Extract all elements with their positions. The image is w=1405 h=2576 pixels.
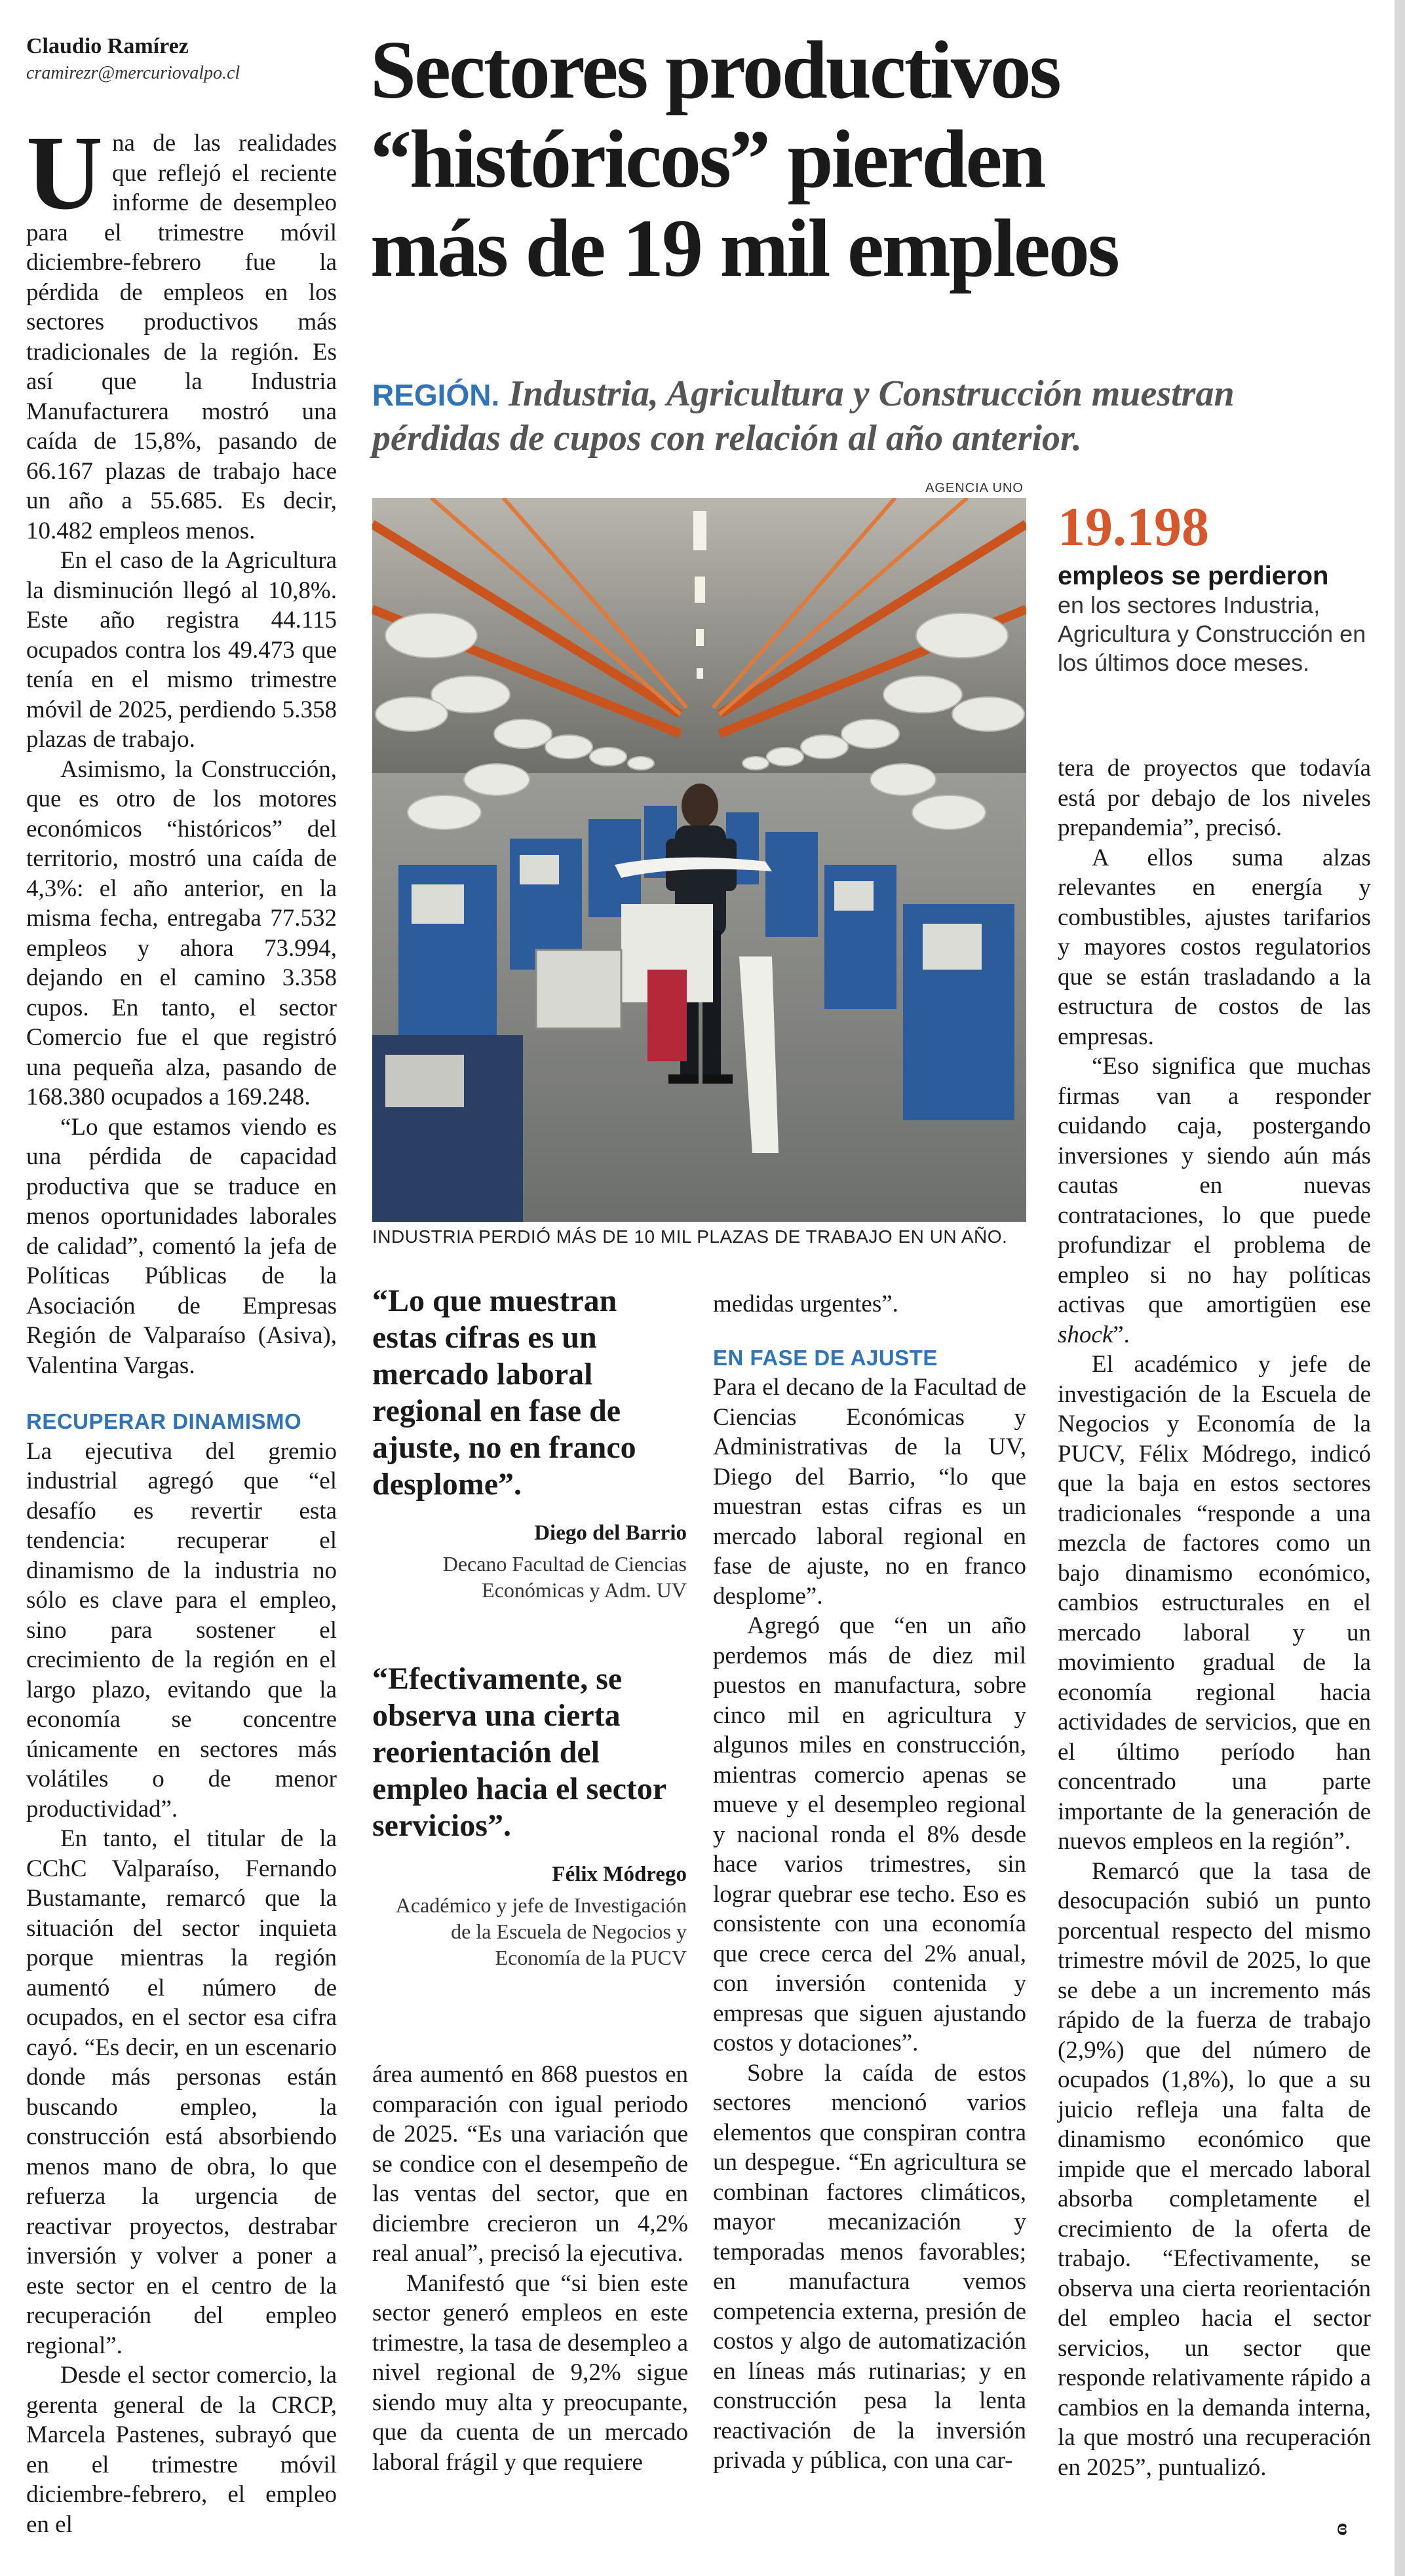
pull-quote-1 xyxy=(372,1283,687,1603)
article-column-3 xyxy=(713,1289,1026,2476)
pull-quote-2 xyxy=(372,1661,687,1971)
col3-paragraph-1: Para el decano de la Facultad de Ciencias Económicas y Administrativas de la UV, Diego del Barrio, “lo que muestran estas cifras es un mercado laboral regional en fase de ajuste, no en franco desplome”. xyxy=(713,1374,1026,1610)
headline-line-2: “históricos” pierden xyxy=(370,114,1045,205)
byline xyxy=(26,34,334,84)
col2-paragraph-1: área aumentó en 868 puestos en comparación con igual periodo de 2025. “Es una variación que se condice con el desempeño de las ventas del sector, que en diciembre crecieron un 4,2% real anual”, precisó la ejecutiva. xyxy=(372,2061,688,2267)
col3-paragraph-2: Agregó que “en un año perdemos más de diez mil puestos en manufactura, sobre cinco mil en agricultura y algunos miles en construcción, mientras comercio apenas se mueve y el desempleo regional y nacional ronda el 8% desde hace varios trimestres, sin lograr quebrar ese techo. Eso es consistente con una economía que crece cerca del 2% anual, con inversión contenida y empresas que siguen ajustando costos y dotaciones”. xyxy=(713,1612,1026,2056)
factory-illustration xyxy=(372,498,1026,1222)
lead-text: Industria, Agricultura y Construcción muestran pérdidas de cupos con relación al año anterior. xyxy=(372,373,1235,459)
factory-photo xyxy=(372,498,1026,1222)
headline-line-1: Sectores productivos xyxy=(370,25,1060,116)
col3-paragraph-0: medidas urgentes”. xyxy=(713,1291,898,1317)
col1-paragraph-1: na de las realidades que reflejó el reciente informe de desempleo para el trimestre móvil diciembre-febrero fue la pérdida de empleos en los sectores productivos más tradicionales de la región. Es así que la Industria Manufacturera mostró una caída de 15,8%, pasando de 66.167 plazas de trabajo hace un año a 55.685. Es decir, 10.482 empleos menos. xyxy=(26,130,337,544)
col1-paragraph-6: En tanto, el titular de la CChC Valparaíso, Fernando Bustamante, remarcó que la situación del sector inquieta porque mientras la región aumentó el número de ocupados, en el sector esa cifra cayó. “Es decir, en un escenario donde más personas están buscando empleo, la construcción está absorbiendo menos mano de obra, lo que refuerza la urgencia de reactivar proyectos, destrabar inversión y volver a poner a este sector en el centro de la recuperación del empleo regional”. xyxy=(26,1825,337,2359)
author-name: Claudio Ramírez xyxy=(26,34,189,58)
pull-quote-2-role: Académico y jefe de Investigación de la Escuela de Negocios y Economía de la PUCV xyxy=(395,1893,687,1969)
col1-paragraph-2: En el caso de la Agricultura la disminución llegó al 10,8%. Este año registra 44.115 ocupados contra los 49.473 que tenía en el mismo trimestre móvil de 2025, perdiendo 5.358 plazas de trabajo. xyxy=(26,547,337,753)
pull-quote-2-author: Félix Módrego xyxy=(552,1863,687,1886)
col4-paragraph-3: El académico y jefe de investigación de la Escuela de Negocios y Economía de la PUCV, Félix Módrego, indicó que la baja en estos sectores tradicionales “responde a una mezcla de factores como un bajo dinamismo económico, cambios estructurales en el mercado laboral y un movimiento gradual de la economía regional hacia actividades de servicios, que en el último período han concentrado una parte importante de la generación de nuevos empleos en la región”. xyxy=(1058,1351,1371,1855)
col4-paragraph-2-end: ”. xyxy=(1113,1321,1130,1348)
pull-quote-1-text: “Lo que muestran estas cifras es un mercado laboral regional en fase de ajuste, no en franco desplome”. xyxy=(372,1283,636,1502)
pull-quote-1-author: Diego del Barrio xyxy=(534,1521,687,1545)
lead-kicker: REGIÓN. xyxy=(372,378,500,412)
col1-paragraph-4: “Lo que estamos viendo es una pérdida de capacidad productiva que se traduce en menos oportunidades laborales de calidad”, comentó la jefa de Políticas Públicas de la Asociación de Empresas Región de Valparaíso (Asiva), Valentina Vargas. xyxy=(26,1113,337,1379)
photo-caption: INDUSTRIA PERDIÓ MÁS DE 10 MIL PLAZAS DE TRABAJO EN UN AÑO. xyxy=(372,1226,1008,1247)
col4-paragraph-0: tera de proyectos que todavía está por debajo de los niveles prepandemia”, precisó. xyxy=(1058,755,1371,841)
headline xyxy=(370,26,1393,294)
subhead-recuperar-dinamismo: RECUPERAR DINAMISMO xyxy=(26,1409,302,1433)
end-mark-icon: ɞ xyxy=(1337,2514,1348,2540)
article-column-4 xyxy=(1058,753,1371,2482)
pull-quote-1-role: Decano Facultad de Ciencias Económicas y Adm. UV xyxy=(442,1552,687,1602)
page-edge-shadow xyxy=(1395,0,1405,2576)
stat-box xyxy=(1058,495,1385,677)
stat-headline: empleos se perdieron xyxy=(1058,561,1329,590)
col4-paragraph-4: Remarcó que la tasa de desocupación subió un punto porcentual respecto del mismo trimestre móvil de 2025, lo que se debe a un incremento más rápido de la fuerza de trabajo (2,9%) que del número de ocupados (1,8%), lo que a su juicio refleja una falta de dinamismo económico que impide que el mercado laboral absorba completamente el crecimiento de la oferta de trabajo. “Efectivamente, se observa una cierta reorientación del empleo hacia el sector servicios, un sector que responde relativamente rápido a cambios en la demanda interna, la que mostró una recuperación en 2025”, puntualizó. xyxy=(1058,1857,1371,2481)
col4-shock-italic: shock xyxy=(1058,1321,1113,1348)
col4-paragraph-2 xyxy=(1058,1051,1371,1350)
headline-line-3: más de 19 mil empleos xyxy=(370,203,1118,294)
col4-paragraph-1: A ellos suma alzas relevantes en energía y combustibles, ajustes tarifarios y mayores costos regulatorios que se están trasladando a la estructura de costos de las empresas. xyxy=(1058,844,1371,1050)
subhead-en-fase-de-ajuste: EN FASE DE AJUSTE xyxy=(713,1345,938,1370)
col1-paragraph-3: Asimismo, la Construcción, que es otro de los motores económicos “históricos” del territorio, mostró una caída de 4,3%: el año anterior, en la misma fecha, entregaba 77.532 empleos y ahora 73.994, dejando en el camino 3.358 cupos. En tanto, el sector Comercio fue el que registró una pequeña alza, pasando de 168.380 ocupados a 169.248. xyxy=(26,755,337,1110)
pull-quote-2-text: “Efectivamente, se observa una cierta reorientación del empleo hacia el sector servicios”. xyxy=(372,1661,666,1843)
col2-paragraph-2: Manifestó que “si bien este sector generó empleos en este trimestre, la tasa de desempleo a nivel regional de 9,2% sigue siendo muy alta y preocupante, que da cuenta de un mercado laboral frágil y que requiere xyxy=(372,2269,688,2476)
lead-deck xyxy=(372,372,1342,460)
photo-credit: AGENCIA UNO xyxy=(925,481,1024,495)
article-column-2 xyxy=(372,2060,688,2477)
col3-paragraph-3: Sobre la caída de estos sectores mencionó varios elementos que conspiran contra un despegue. “En agricultura se combinan factores climáticos, mayor mecanización y temporadas menos favorables; en manufactura vemos competencia externa, presión de costos y algo de automatización en líneas más rutinarias; y en construcción pesa la lenta reactivación de la inversión privada y pública, con una car- xyxy=(713,2059,1026,2474)
stat-number: 19.198 xyxy=(1058,497,1209,558)
col1-paragraph-5: La ejecutiva del gremio industrial agregó que “el desafío es revertir esta tendencia: recuperar el dinamismo de la industria no sólo es clave para el empleo, sino para sostener el crecimiento de la región en el largo plazo, evitando que la economía se concentre únicamente en sectores más volátiles o de menor productividad”. xyxy=(26,1437,337,1823)
col1-paragraph-7: Desde el sector comercio, la gerenta general de la CRCP, Marcela Pastenes, subrayó que en el trimestre móvil diciembre-febrero, el empleo en el xyxy=(26,2362,337,2538)
drop-cap: U xyxy=(26,115,103,232)
col4-paragraph-2-text: “Eso significa que muchas firmas van a responder cuidando caja, postergando inversiones y siendo aún más cautas en nuevas contrataciones, lo que puede profundizar el problema de empleo si no hay políticas activas que amortigüen ese xyxy=(1058,1053,1371,1318)
article-column-1 xyxy=(26,115,337,2539)
author-email[interactable]: cramirezr@mercuriovalpo.cl xyxy=(26,63,241,83)
stat-description: en los sectores Industria, Agricultura y Construcción en los últimos doce meses. xyxy=(1058,592,1366,676)
